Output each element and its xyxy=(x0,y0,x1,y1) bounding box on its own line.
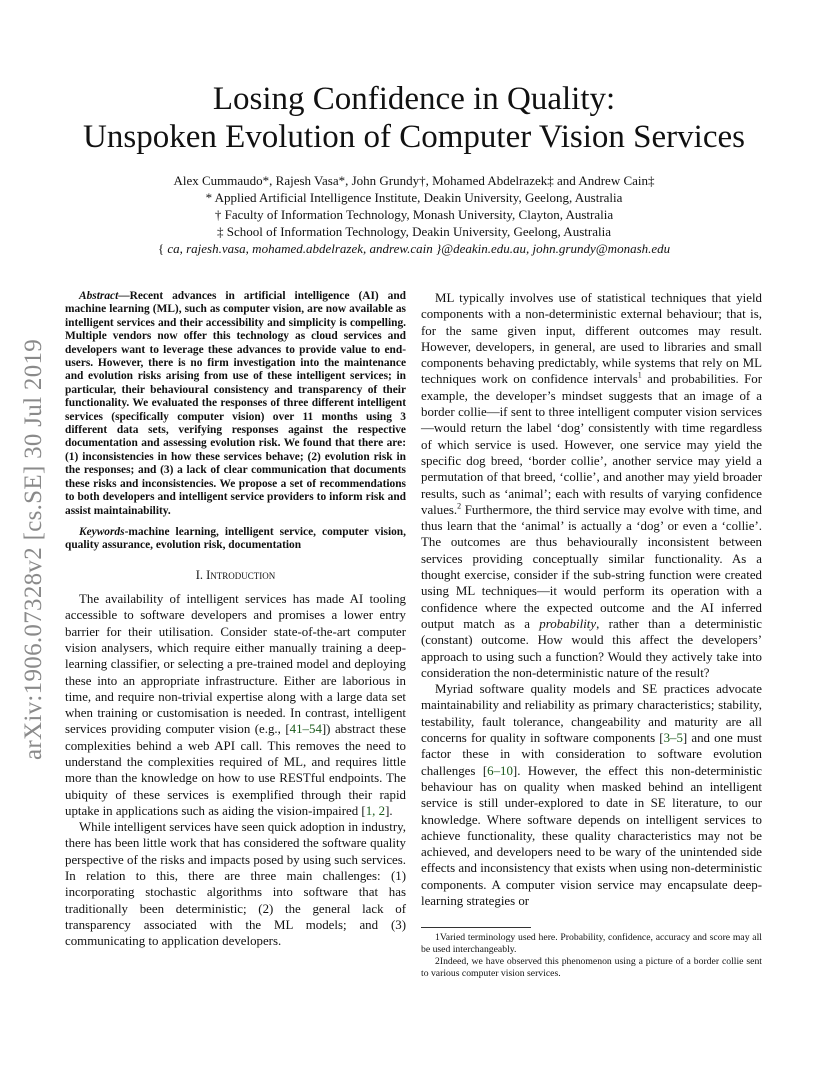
author-block xyxy=(60,172,768,257)
footnote-marker[interactable]: 1 xyxy=(637,371,642,381)
email-domains: }@deakin.edu.au, john.grundy@monash.edu xyxy=(435,241,671,256)
footnotes xyxy=(421,932,762,980)
arxiv-sidebar-stamp: arXiv:1906.07328v2 [cs.SE] 30 Jul 2019 xyxy=(20,338,47,760)
citation-link[interactable]: 3–5 xyxy=(663,731,683,746)
intro-p3-emphasis: probability xyxy=(539,616,597,631)
affiliation-2: † Faculty of Information Technology, Monash University, Clayton, Australia xyxy=(214,207,614,222)
intro-p1-text-c: ]. xyxy=(385,803,393,818)
intro-p4-text-c: ]. However, the effect this non-deterministic behaviour has on quality when masked behind an intelligent service is still under-explored to date in SE literature, to our knowledge. Where software depends on intelligent services to achieve functionality, these quality characteristics may not be achieved, and developers need to be wary of the unintended side effects and inconsistency that exists when using non-deterministic components. A computer vision service may encapsulate deep-learning strategies or xyxy=(421,763,762,908)
keywords xyxy=(65,526,406,553)
keywords-text: -machine learning, intelligent service, computer vision, quality assurance, evolution risk, documentation xyxy=(65,525,406,552)
left-column xyxy=(65,290,406,950)
author-emails xyxy=(60,240,768,257)
email-brace-open: { xyxy=(157,241,165,256)
title-line-2: Unspoken Evolution of Computer Vision Services xyxy=(83,119,745,155)
citation-link[interactable]: 1, 2 xyxy=(365,803,386,818)
email-deakin-list: ca, rajesh.vasa, mohamed.abdelrazek, andrew.cain xyxy=(167,241,433,256)
intro-paragraph-1 xyxy=(65,591,406,819)
intro-p3-text-b: and probabilities. For example, the developer’s mindset suggests that an image of a border collie—if sent to three intelligent computer vision services—would return the label ‘dog’ consistently with time regardless of which service is used. However, one service may yield the specific dog breed, ‘border collie’, another service may yield a permutation of that breed, ‘collie’, and another may yield broader results, such as ‘animal’; each with results of varying confidence values. xyxy=(421,372,762,517)
affiliation-3: ‡ School of Information Technology, Deakin University, Geelong, Australia xyxy=(217,224,611,239)
intro-p1-text-a: The availability of intelligent services has made AI tooling accessible to software developers and promises a lower entry barrier for their utilisation. Consider state-of-the-art computer vision analysers, which require either manually training a deep-learning classifier, or selecting a pre-trained model and deploying these into an appropriate infrastructure. Either are laborious in time, and require non-trivial expertise along with a large data set when training or customisation is needed. In contrast, intelligent services providing computer vision (e.g., [ xyxy=(65,592,406,737)
abstract xyxy=(65,290,406,518)
paper-title xyxy=(60,80,768,156)
section-heading-introduction: I. Introduction xyxy=(195,567,276,582)
intro-p1-text-b: ]) abstract these complexities behind a web API call. This removes the need to understand the complexities required of ML, and requires little more than the knowledge on how to use RESTful endpoints. The ubiquity of these services is exemplified through their rapid uptake in applications such as aiding the vision-impaired [ xyxy=(65,722,406,818)
affiliation-1: * Applied Artificial Intelligence Institute, Deakin University, Geelong, Australia xyxy=(205,190,623,205)
intro-p3-text-a: ML typically involves use of statistical techniques that yield components with a non-deterministic external behaviour; that is, for the same given input, different outcomes may result. However, developers, in general, are used to libraries and small components behaving predictably, while systems that rely on ML techniques work on confidence intervals xyxy=(421,291,762,387)
intro-p4-text-a: Myriad software quality models and SE practices advocate maintainability and reliability as primary characteristics; stability, testability, fault tolerance, changeability and maturity are all concerns for quality in software components [ xyxy=(421,682,762,746)
right-column xyxy=(421,290,762,909)
footnote-marker[interactable]: 2 xyxy=(457,501,462,511)
author-names: Alex Cummaudo*, Rajesh Vasa*, John Grundy†, Mohamed Abdelrazek‡ and Andrew Cain‡ xyxy=(173,173,655,188)
citation-link[interactable]: 6–10 xyxy=(487,763,513,778)
intro-p3-text-d: , rather than a deterministic (constant) outcome. How would this affect the developers’ approach to using such a function? Would they actively take into consideration the non-deterministic nature of the result? xyxy=(421,616,762,680)
title-line-1: Losing Confidence in Quality: xyxy=(212,81,616,117)
intro-paragraph-2: While intelligent services have seen quick adoption in industry, there has been little work that has considered the software quality perspective of the risks and impacts posed by using such services. In relation to this, there are three main challenges: (1) incorporating stochastic algorithms into software that has traditionally been deterministic; (2) the general lack of transparency associated with the ML models; and (3) communicating to application developers. xyxy=(65,820,406,949)
intro-paragraph-3 xyxy=(421,290,762,681)
abstract-label: Abstract xyxy=(79,290,119,302)
intro-p3-text-c: Furthermore, the third service may evolve with time, and thus learn that the ‘animal’ is actually a ‘dog’ or even a ‘collie’. The outcomes are thus behaviourally inconsistent between services providing conceptually similar functionality. As a thought exercise, consider if the sub-string function were created using ML techniques—it would perform its operation with a confidence where the expected outcome and the AI inferred output match as a xyxy=(421,502,762,631)
abstract-text: —Recent advances in artificial intelligence (AI) and machine learning (ML), such as computer vision, are now available as intelligent services and their accessibility and simplicity is compelling. Multiple vendors now offer this technology as cloud services and developers want to leverage these advances to provide value to end-users. However, there is no firm investigation into the maintenance and evolution risks arising from use of these intelligent services; in particular, their behavioural consistency and transparency of their functionality. We evaluated the responses of three different intelligent services (specifically computer vision) over 11 months using 3 different data sets, verifying responses against the respective documentation and assessing evolution risk. We found that there are: (1) inconsistencies in how these services behave; (2) evolution risk in the responses; and (3) a lack of clear communication that documents these risks and inconsistencies. We propose a set of recommendations to both developers and intelligent service providers to inform risk and assist maintainability. xyxy=(65,290,406,517)
footnote-2: 2Indeed, we have observed this phenomenon using a picture of a border collie sent to various computer vision services. xyxy=(421,956,762,979)
footnote-1: 1Varied terminology used here. Probability, confidence, accuracy and score may all be used interchangeably. xyxy=(421,932,762,955)
footnote-divider xyxy=(421,927,531,928)
citation-link[interactable]: 41–54 xyxy=(289,722,322,737)
intro-p4-text-b: ] and one must factor these in with consideration to software evolution challenges [ xyxy=(421,731,762,778)
intro-paragraph-4 xyxy=(421,681,762,909)
keywords-label: Keywords xyxy=(79,525,125,538)
